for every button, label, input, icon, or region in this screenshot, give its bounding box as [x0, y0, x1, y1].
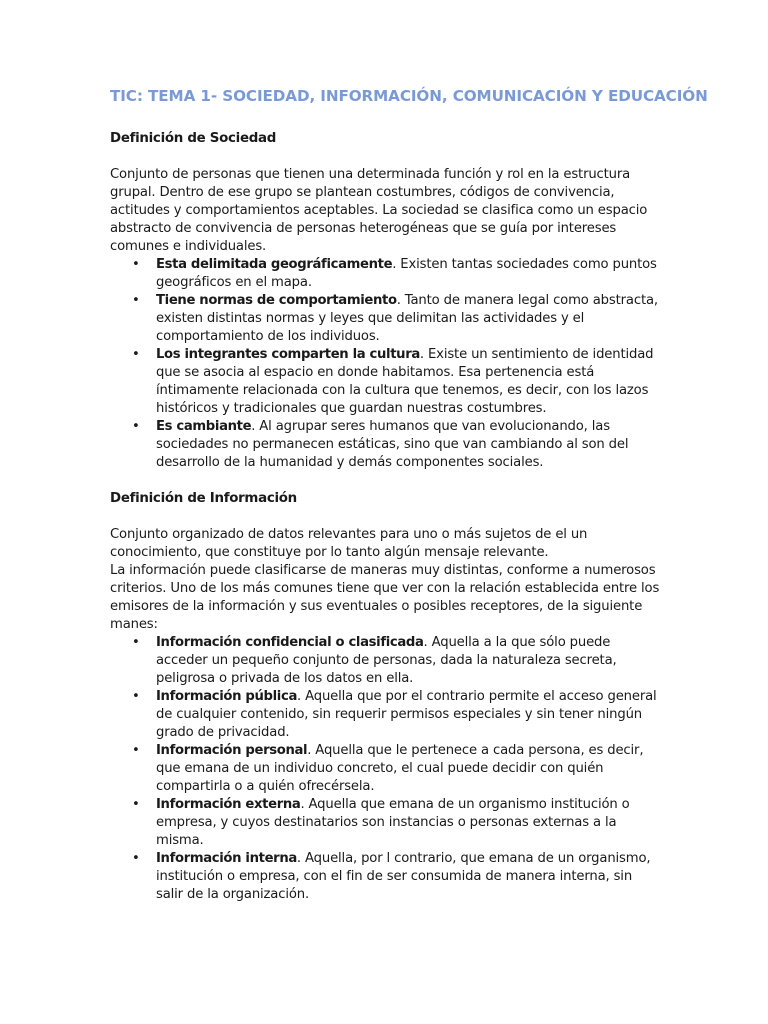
paragraph: Conjunto de personas que tienen una determinada función y rol en la estructura grupal. Dentro de ese grupo se plantean costumbres, códigos de convivencia, actitudes y comportamientos aceptables. La sociedad se clasifica como un espacio abstracto de convivencia de personas heterogéneas que se guía por intereses comunes e individuales. — [110, 167, 648, 254]
bullet-icon: • — [132, 851, 140, 866]
bullet-icon: • — [132, 743, 140, 758]
list-item — [110, 688, 662, 742]
bullet-icon: • — [132, 293, 140, 308]
bullet-icon: • — [132, 689, 140, 704]
bullet-term: Los integrantes comparten la cultura — [156, 347, 420, 362]
list-item — [110, 256, 662, 292]
bullet-text: . Existe un sentimiento de identidad que se asocia al espacio en donde habitamos. Esa pertenencia está íntimamente relacionada con la cultura que tenemos, es decir, con los lazos históricos y tradicionales que guardan nuestras costumbres. — [156, 347, 654, 416]
bullet-term: Información personal — [156, 743, 308, 758]
bullet-term: Información pública — [156, 689, 297, 704]
list-item — [110, 292, 662, 346]
bullet-term: Esta delimitada geográficamente — [156, 257, 393, 272]
section-sociedad — [110, 130, 662, 472]
bullet-term: Información externa — [156, 797, 301, 812]
bullet-icon: • — [132, 257, 140, 272]
list-item — [110, 796, 662, 850]
bullet-text: . Existen tantas sociedades como puntos geográficos en el mapa. — [156, 257, 657, 290]
bullet-text: . Aquella que le pertenece a cada persona, es decir, que emana de un individuo concreto, el cual puede decidir con quién compartirla o a quién ofrecérsela. — [156, 743, 644, 794]
document-title: TIC: TEMA 1- SOCIEDAD, INFORMACIÓN, COMUNICACIÓN Y EDUCACIÓN — [110, 87, 708, 105]
bullet-term: Información confidencial o clasificada — [156, 635, 424, 650]
document-page — [110, 84, 708, 904]
list-item — [110, 634, 662, 688]
list-item — [110, 418, 662, 472]
paragraph: Conjunto organizado de datos relevantes para uno o más sujetos de el un conocimiento, que constituye por lo tanto algún mensaje relevante. — [110, 527, 588, 560]
section-heading: Definición de Sociedad — [110, 131, 277, 146]
bullet-text: . Aquella que por el contrario permite el acceso general de cualquier contenido, sin requerir permisos especiales y sin tener ningún grado de privacidad. — [156, 689, 657, 740]
section-informacion — [110, 490, 662, 904]
list-item — [110, 742, 662, 796]
bullet-icon: • — [132, 797, 140, 812]
bullet-text: . Aquella a la que sólo puede acceder un pequeño conjunto de personas, dada la naturaleza secreta, peligrosa o privada de los datos en ella. — [156, 635, 617, 686]
bullet-term: Es cambiante — [156, 419, 252, 434]
list-item — [110, 850, 662, 904]
bullet-icon: • — [132, 347, 140, 362]
bullet-list — [110, 634, 662, 904]
bullet-list — [110, 256, 662, 472]
paragraph: La información puede clasificarse de maneras muy distintas, conforme a numerosos criterios. Uno de los más comunes tiene que ver con la relación establecida entre los emisores de la información y sus eventuales o posibles receptores, de la siguiente manes: — [110, 563, 660, 632]
list-item — [110, 346, 662, 418]
bullet-icon: • — [132, 419, 140, 434]
section-heading: Definición de Información — [110, 491, 297, 506]
bullet-term: Tiene normas de comportamiento — [156, 293, 397, 308]
bullet-term: Información interna — [156, 851, 297, 866]
bullet-text: . Aquella, por l contrario, que emana de un organismo, institución o empresa, con el fin de ser consumida de manera interna, sin salir de la organización. — [156, 851, 651, 902]
bullet-text: . Tanto de manera legal como abstracta, existen distintas normas y leyes que delimitan las actividades y el comportamiento de los individuos. — [156, 293, 658, 344]
bullet-icon: • — [132, 635, 140, 650]
bullet-text: . Al agrupar seres humanos que van evolucionando, las sociedades no permanecen estáticas, sino que van cambiando al son del desarrollo de la humanidad y demás componentes sociales. — [156, 419, 629, 470]
bullet-text: . Aquella que emana de un organismo institución o empresa, y cuyos destinatarios son instancias o personas externas a la misma. — [156, 797, 630, 848]
